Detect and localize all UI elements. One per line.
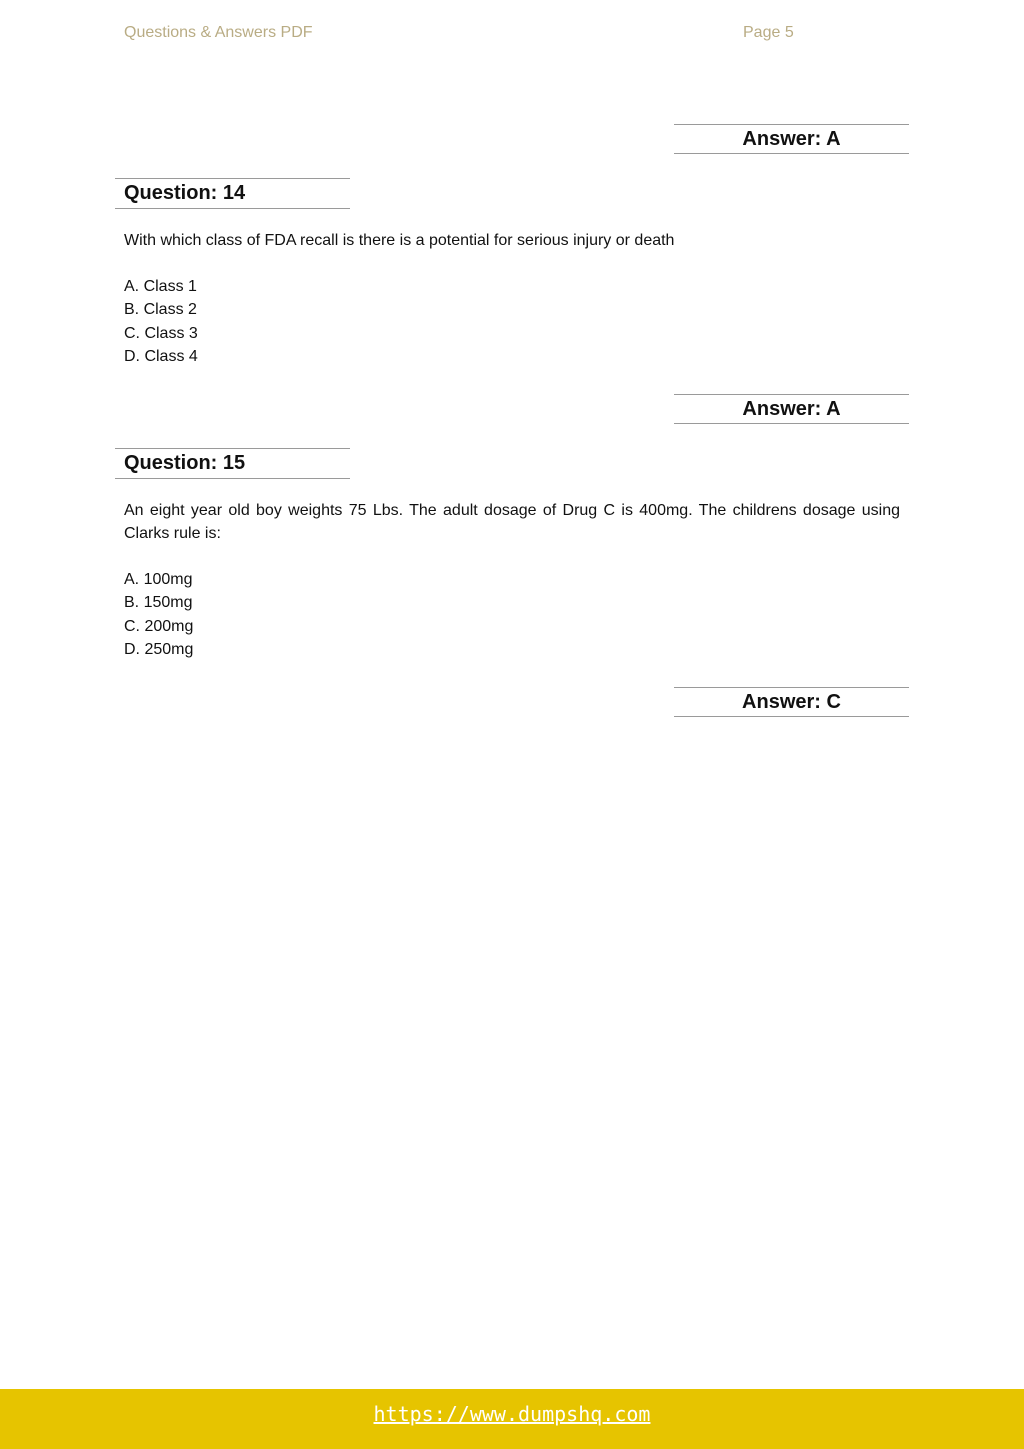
page-number: Page 5 [743,24,794,41]
option-a: A. 100mg [124,571,193,588]
footer-bar [0,1389,1024,1449]
answer-label-15: Answer: C [674,687,909,717]
option-b: B. 150mg [124,594,193,612]
question-heading-14: Question: 14 [115,178,350,209]
option-c: C. Class 3 [124,324,198,342]
option-c: C. 200mg [124,617,194,635]
answer-label-13: Answer: A [674,124,909,154]
header-title: Questions & Answers PDF [124,24,313,41]
option-d: D. 250mg [124,640,194,658]
question-text-14: With which class of FDA recall is there is a potential for serious injury or death [124,232,675,249]
options-list-14 [124,275,198,368]
question-heading-15: Question: 15 [115,448,350,479]
option-a: A. Class 1 [124,278,197,295]
footer-link[interactable]: https://www.dumpshq.com [373,1402,651,1426]
answer-label-14: Answer: A [674,394,909,424]
option-d: D. Class 4 [124,347,198,365]
options-list-15 [124,568,193,661]
question-text-15: An eight year old boy weights 75 Lbs. The adult dosage of Drug C is 400mg. The childrens dosage using Clarks rule is: [124,502,900,542]
option-b: B. Class 2 [124,301,197,319]
